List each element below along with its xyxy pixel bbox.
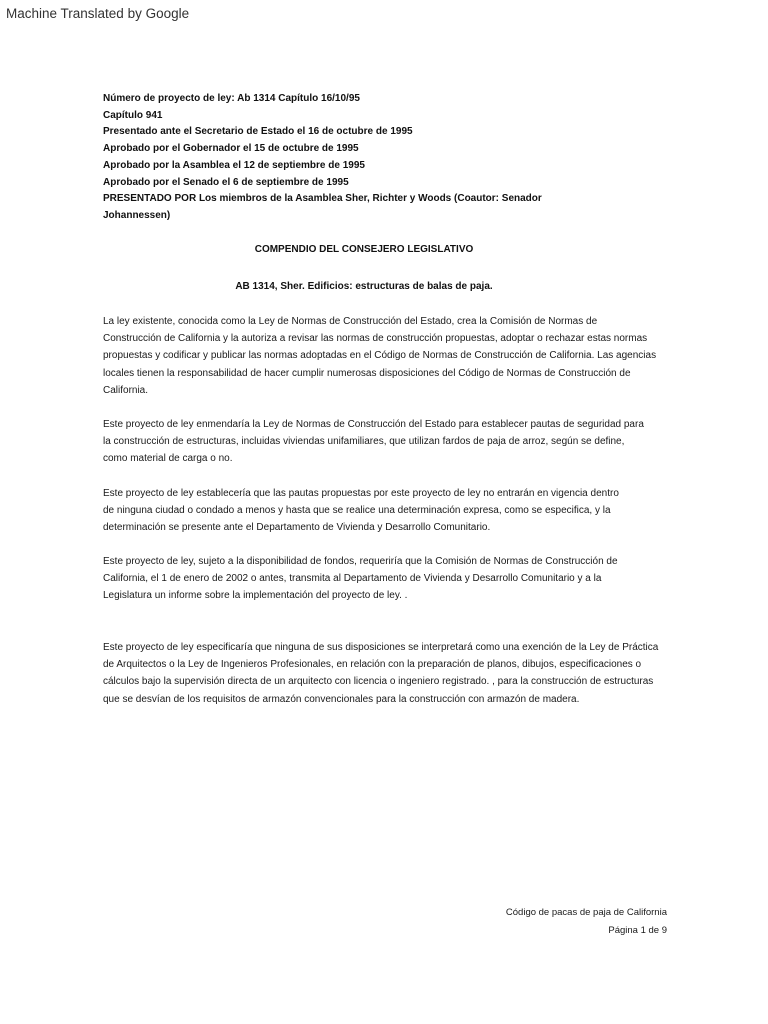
- senate-approval-line: Aprobado por el Senado el 6 de septiembre de 1995: [103, 176, 349, 188]
- footer-document-title: Código de pacas de paja de California: [505, 907, 667, 918]
- paragraph-line: Este proyecto de ley enmendaría la Ley de Normas de Construcción del Estado para establecer pautas de seguridad para: [103, 419, 644, 430]
- paragraph-line: locales tienen la responsabilidad de hacer cumplir numerosas disposiciones del Código de Normas de Construcción de: [103, 367, 631, 379]
- paragraph-existing-law: [103, 313, 657, 399]
- bill-number-line: Número de proyecto de ley: Ab 1314 Capítulo 16/10/95: [103, 93, 360, 104]
- bill-header: [103, 91, 563, 225]
- paragraph-line: La ley existente, conocida como la Ley de Normas de Construcción del Estado, crea la Comisión de Normas de: [103, 316, 598, 327]
- paragraph-line: Este proyecto de ley establecería que las pautas propuestas por este proyecto de ley no entrarán en vigencia dentro: [103, 488, 619, 499]
- paragraph-line: Construcción de California y la autoriza a revisar las normas de construcción propuestas, adoptar o rechazar estas normas: [103, 333, 648, 345]
- paragraph-line: como material de carga o no.: [103, 453, 233, 465]
- digest-title: COMPENDIO DEL CONSEJERO LEGISLATIVO: [254, 244, 474, 255]
- filed-line: Presentado ante el Secretario de Estado el 16 de octubre de 1995: [103, 126, 413, 138]
- paragraph-line: Este proyecto de ley especificaría que ninguna de sus disposiciones se interpretará como una exención de la Ley de Práctica: [103, 642, 659, 653]
- coauthor-line: Johannessen): [103, 209, 171, 221]
- paragraph-line: Este proyecto de ley, sujeto a la disponibilidad de fondos, requeriría que la Comisión de Normas de Construcción de: [103, 556, 618, 567]
- footer-page-label: Página 1 de 9: [608, 925, 667, 936]
- paragraph-amendment: [103, 416, 643, 468]
- paragraph-line: determinación se presente ante el Departamento de Vivienda y Desarrollo Comunitario.: [103, 522, 491, 534]
- paragraph-line: propuestas y codificar y publicar las normas adoptadas en el Código de Normas de Construcción de California. Las agencias: [103, 350, 657, 362]
- governor-approval-line: Aprobado por el Gobernador el 15 de octubre de 1995: [103, 143, 359, 155]
- paragraph-exemption: [103, 639, 659, 708]
- paragraph-line: de ninguna ciudad o condado a menos y hasta que se realice una determinación expresa, como se especifica, y la: [103, 505, 611, 517]
- paragraph-report: [103, 553, 643, 605]
- paragraph-line: de Arquitectos o la Ley de Ingenieros Profesionales, en relación con la preparación de planos, dibujos, especificaciones o: [103, 659, 642, 671]
- introduced-by-line: PRESENTADO POR Los miembros de la Asamblea Sher, Richter y Woods (Coautor: Senador: [103, 193, 542, 205]
- bill-title: AB 1314, Sher. Edificios: estructuras de balas de paja.: [235, 281, 493, 292]
- assembly-approval-line: Aprobado por la Asamblea el 12 de septiembre de 1995: [103, 159, 365, 171]
- paragraph-line: Legislatura un informe sobre la implementación del proyecto de ley. .: [103, 590, 408, 602]
- paragraph-line: que se desvían de los requisitos de armazón convencionales para la construcción con armazón de madera.: [103, 693, 580, 705]
- paragraph-line: California.: [103, 384, 149, 396]
- paragraph-effective-date: [103, 485, 643, 537]
- paragraph-line: cálculos bajo la supervisión directa de un arquitecto con licencia o ingeniero registrado. , para la construcción de estructuras: [103, 676, 654, 688]
- chapter-line: Capítulo 941: [103, 109, 163, 121]
- paragraph-line: la construcción de estructuras, incluidas viviendas unifamiliares, que utilizan fardos de paja de arroz, según se define,: [103, 436, 625, 448]
- machine-translation-banner: Machine Translated by Google: [6, 6, 190, 21]
- paragraph-line: California, el 1 de enero de 2002 o antes, transmita al Departamento de Vivienda y Desarrollo Comunitario y a la: [103, 573, 602, 585]
